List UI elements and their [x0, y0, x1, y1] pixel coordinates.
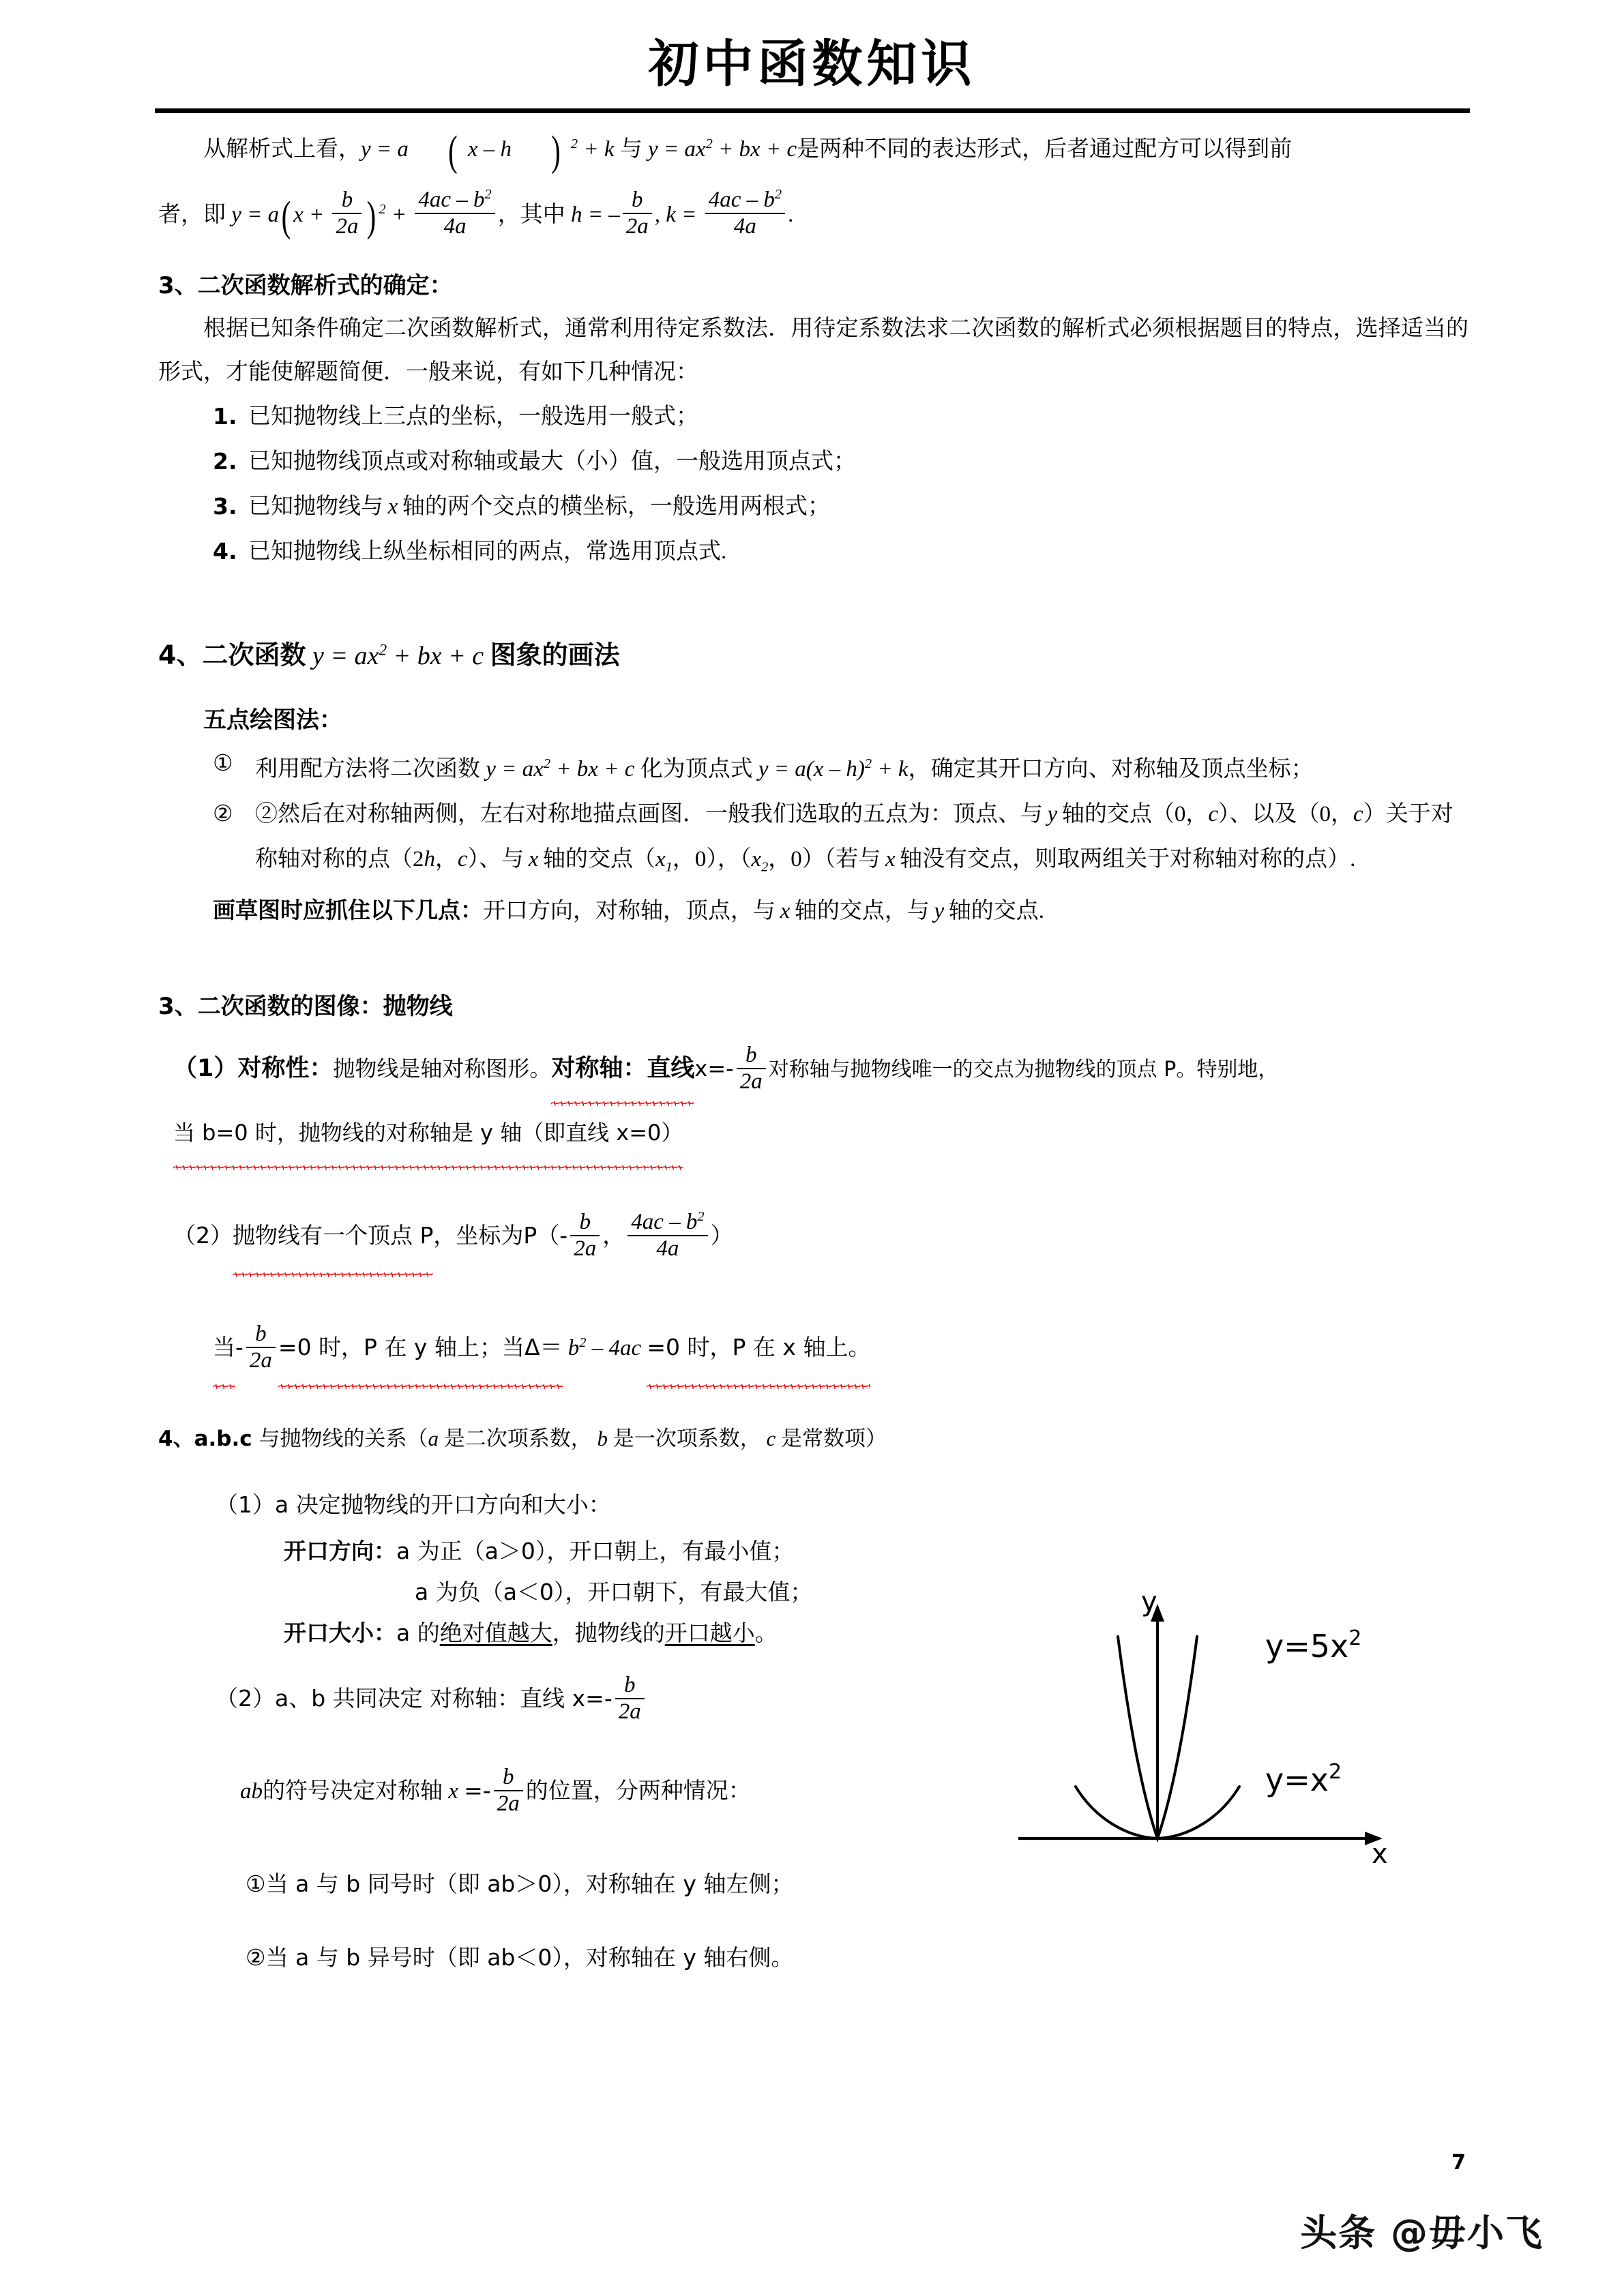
point-x2: （$x_2$，0） [739, 846, 825, 875]
intro-text-d: ，其中 [497, 203, 565, 228]
sketch-text-a: 开口方向，对称轴，顶点，与 [483, 899, 776, 924]
ab-sign-eq: =- [464, 1777, 491, 1804]
item1-text-a: 利用配方法将二次函数 [255, 756, 480, 781]
heading4b-c: 与抛物线的关系（ [252, 1427, 428, 1452]
title-divider [155, 108, 1470, 113]
page-title: 初中函数知识 [648, 35, 976, 93]
point-x1: （$x_1$，0） [633, 846, 718, 875]
item2-text-h: （若与 [824, 846, 881, 871]
list-item-label: 已知抛物线上纵坐标相同的两点，常选用顶点式. [248, 539, 727, 565]
var-y: y [1043, 801, 1062, 826]
list-item-number: 3. [213, 493, 237, 520]
section4-circled-list [158, 741, 1468, 890]
opening-size-underline-1: 绝对值越大 [439, 1620, 552, 1647]
sketch-label: 画草图时应抓住以下几点： [213, 897, 483, 924]
section-heading-4 [158, 627, 1468, 679]
annotation-y-x2: $y=x^2$ [1265, 1760, 1342, 1798]
intro-conj: 与 [619, 137, 643, 162]
list-item [213, 529, 1468, 574]
symmetry-b-zero-highlight: 当 b=0 时，抛物线的对称轴是 y 轴（即直线 x=0） [173, 1101, 683, 1164]
intro-text-b: 是两种不同的表达形式，后者通过配方可以得到前 [797, 137, 1293, 162]
ab-case-2: ②当 a 与 b 异号时（即 ab＜0），对称轴在 y 轴右侧。 [246, 1944, 794, 1971]
heading4b-b: a.b.c [194, 1427, 252, 1452]
intro-formula-k: k = $\frac{4ac - b^2}{4a}$ [666, 203, 788, 227]
item2-text-e: 、与 [479, 846, 525, 871]
section3a-list [158, 394, 1468, 574]
section-heading-3b: 3、二次函数的图像：抛物线 [158, 993, 453, 1021]
list-item [213, 394, 1468, 439]
heading4b-e: 是一次项系数， [612, 1427, 761, 1452]
vertex-text-a: （2） [173, 1222, 233, 1249]
heading4b-f: 是常数项） [781, 1427, 887, 1452]
opening-size-c: 。 [754, 1620, 778, 1647]
list-item-number: 2. [213, 448, 237, 475]
var-x-4: x [776, 899, 795, 924]
item2-text-b: 轴的交点 [1061, 801, 1152, 826]
symmetry-text-b: 对称轴与抛物线唯一的交点为抛物线的顶点 P。特别地， [768, 1058, 1279, 1082]
page-number: 7 [1451, 2151, 1466, 2175]
item1-text-c: ，确定其开口方向、对称轴及顶点坐标； [908, 756, 1314, 781]
symmetry-paragraph [158, 1037, 1468, 1165]
list-item [213, 741, 1468, 792]
vertex-x-fraction: $\frac{b}{2a}$ [567, 1224, 602, 1249]
vertex-y-fraction: $\frac{4ac - b^2}{4a}$ [625, 1224, 710, 1249]
item2-text-a: ②然后在对称轴两侧，左右对称地描点画图．一般我们选取的五点为：顶点、与 [255, 801, 1043, 826]
item2-text-i: 轴没有交点，则取两组关于对称轴对称的点）. [900, 846, 1356, 871]
case-fraction: $\frac{b}{2a}$ [243, 1336, 278, 1360]
item2-text-d: 关于对称轴对称的点 [255, 801, 1453, 871]
ab-symbol: ab [240, 1779, 263, 1804]
case-text-d: =0 时，P 在 x 轴上。 [647, 1312, 870, 1383]
intro-formula-vertex: y = a ( x – h ) $^2$ + k [361, 127, 615, 175]
list-item-label: 已知抛物线上三点的坐标，一般选用一般式； [248, 404, 698, 430]
vertex-text-d: ） [710, 1222, 733, 1249]
vertex-highlight: 抛物线有一个顶点 P [233, 1200, 433, 1271]
opening-size-underline-2: 开口越小 [664, 1620, 755, 1647]
section4-formula: $y = ax^2$ + bx + c [306, 641, 490, 670]
heading4b-d: 是二次项系数， [443, 1427, 592, 1452]
section-heading-3a: 3、二次函数解析式的确定： [158, 272, 453, 300]
opening-size-b: ，抛物线的 [552, 1620, 665, 1647]
opening-direction-line1 [158, 1531, 1468, 1572]
var-x: x [383, 494, 402, 520]
axis-determined-text: （2）a、b 共同决定 对称轴：直线 x=- [216, 1685, 612, 1712]
intro-formula-h: h = – $\frac{b}{2a}$ [571, 203, 655, 227]
axis-fraction: $\frac{b}{2a}$ [612, 1687, 647, 1712]
point-0c-1: （0，c） [1151, 801, 1230, 826]
discriminant-formula: $b^2 - 4ac$ [562, 1335, 647, 1361]
ab-sign-text-c: 的位置，分两种情况： [525, 1777, 751, 1804]
watermark: 头条 @毋小飞 [1300, 2211, 1544, 2254]
vertex-paragraph [158, 1200, 1468, 1272]
intro-formula-completed-square: y = a( x + $\frac{b}{2a}$ ) $^2$ + $\frac{4ac - b^2}{4a}$ [231, 203, 498, 227]
symmetry-label: （1）对称性： [173, 1055, 334, 1083]
ab-sign-text-a: 的符号决定对称轴 [263, 1777, 443, 1804]
annotation-y-5x2: $y=5x^2$ [1265, 1626, 1362, 1665]
item1-formula-general: $y = ax^2$ + bx + c [486, 756, 635, 781]
sketch-text-b: 轴的交点，与 [794, 899, 930, 924]
list-item-label: 已知抛物线顶点或对称轴或最大（小）值，一般选用顶点式； [248, 449, 856, 475]
heading4b-var-c: c [761, 1427, 781, 1451]
symmetry-x-eq: x=- [694, 1056, 734, 1082]
ab-axis-x: x [443, 1779, 464, 1804]
sketch-line [158, 889, 1468, 932]
section4-subheading: 五点绘图法： [203, 706, 342, 734]
sketch-text-c: 轴的交点. [948, 899, 1044, 924]
section4-heading-a: 4、二次函数 [158, 640, 306, 670]
item2-text-c: 、以及 [1229, 801, 1297, 826]
intro-text-c: 者，即 [158, 203, 226, 228]
var-x-2: x [524, 846, 544, 871]
vertex-special-cases [158, 1307, 1468, 1384]
var-x-3: x [881, 846, 900, 871]
heading4b-var-a: a [428, 1427, 444, 1451]
list-item-label-a: 已知抛物线与 [248, 494, 383, 520]
vertex-text-b: ，坐标为P（- [433, 1222, 568, 1249]
case-text-c: =0 时，P 在 y 轴上；当Δ＝ [278, 1312, 563, 1383]
case-dang: 当 [213, 1312, 235, 1383]
point-2hc: （2h，c） [390, 846, 479, 871]
intro-paragraph-line2: 者，即 y = a( x + $\frac{b}{2a}$ ) $^2$ + $\frac{4ac - b^2}{4a}$ ，其中 h = – $\frac{b}{2a}$ , k = $\frac{4ac - b^2}{4a}$ . [158, 187, 794, 241]
heading4b-var-b: b [591, 1427, 613, 1451]
a-determines-line: （1）a 决定抛物线的开口方向和大小： [216, 1491, 611, 1519]
opening-size-label: 开口大小： [284, 1620, 396, 1647]
intro-formula-general: $y = ax^2$ + bx + c [648, 136, 797, 162]
list-item-number: 4. [213, 538, 237, 565]
opening-size-a: a 的 [396, 1620, 440, 1647]
case-minus: - [235, 1334, 243, 1361]
list-item-number: 1. [213, 403, 237, 430]
intro-paragraph-line1 [158, 123, 1468, 175]
intro-text-e: . [788, 203, 794, 228]
list-item-label-b: 轴的两个交点的横坐标，一般选用两根式； [402, 494, 830, 520]
opening-direction-positive: a 为正（a＞0），开口朝上，有最小值； [396, 1538, 795, 1565]
symmetry-axis-highlight: 对称轴：直线 [551, 1037, 694, 1100]
symmetry-fraction: $\frac{b}{2a}$ [734, 1057, 769, 1082]
y-axis-label: y [1141, 1586, 1157, 1617]
ab-case-1: ①当 a 与 b 同号时（即 ab＞0），对称轴在 y 轴左侧； [246, 1870, 794, 1898]
heading4b-a: 4、 [158, 1427, 194, 1452]
list-item [213, 439, 1468, 484]
parabola-comparison-graph [992, 1581, 1408, 1867]
item2-text-f: 轴的交点 [543, 846, 634, 871]
x-axis-label: x [1372, 1838, 1388, 1867]
item1-text-b: 化为顶点式 [640, 756, 753, 781]
vertex-text-c: ， [602, 1222, 625, 1249]
list-item [213, 792, 1468, 890]
var-y-2: y [929, 899, 949, 924]
opening-direction-line2: a 为负（a＜0），开口朝下，有最大值； [415, 1579, 813, 1606]
section-heading-4b [158, 1419, 1468, 1459]
circled-number-2: ② [213, 801, 233, 826]
symmetry-text-a: 抛物线是轴对称图形。 [333, 1056, 552, 1082]
item1-formula-vertex: y = a(x – h)$^2$ + k [758, 756, 909, 781]
section4-heading-b: 图象的画法 [490, 640, 620, 670]
point-0c-2: （0，c） [1297, 801, 1386, 826]
section3a-paragraph: 根据已知条件确定二次函数解析式，通常利用待定系数法．用待定系数法求二次函数的解析式必须根据题目的特点，选择适当的形式，才能使解题简便．一般来说，有如下几种情况： [158, 316, 1468, 385]
list-item [213, 484, 1468, 529]
intro-text-a: 从解析式上看， [203, 137, 361, 162]
opening-direction-label: 开口方向： [284, 1538, 396, 1565]
ab-fraction: $\frac{b}{2a}$ [491, 1779, 526, 1804]
circled-number-1: ① [213, 751, 233, 776]
item2-text-g: ， [717, 846, 740, 871]
